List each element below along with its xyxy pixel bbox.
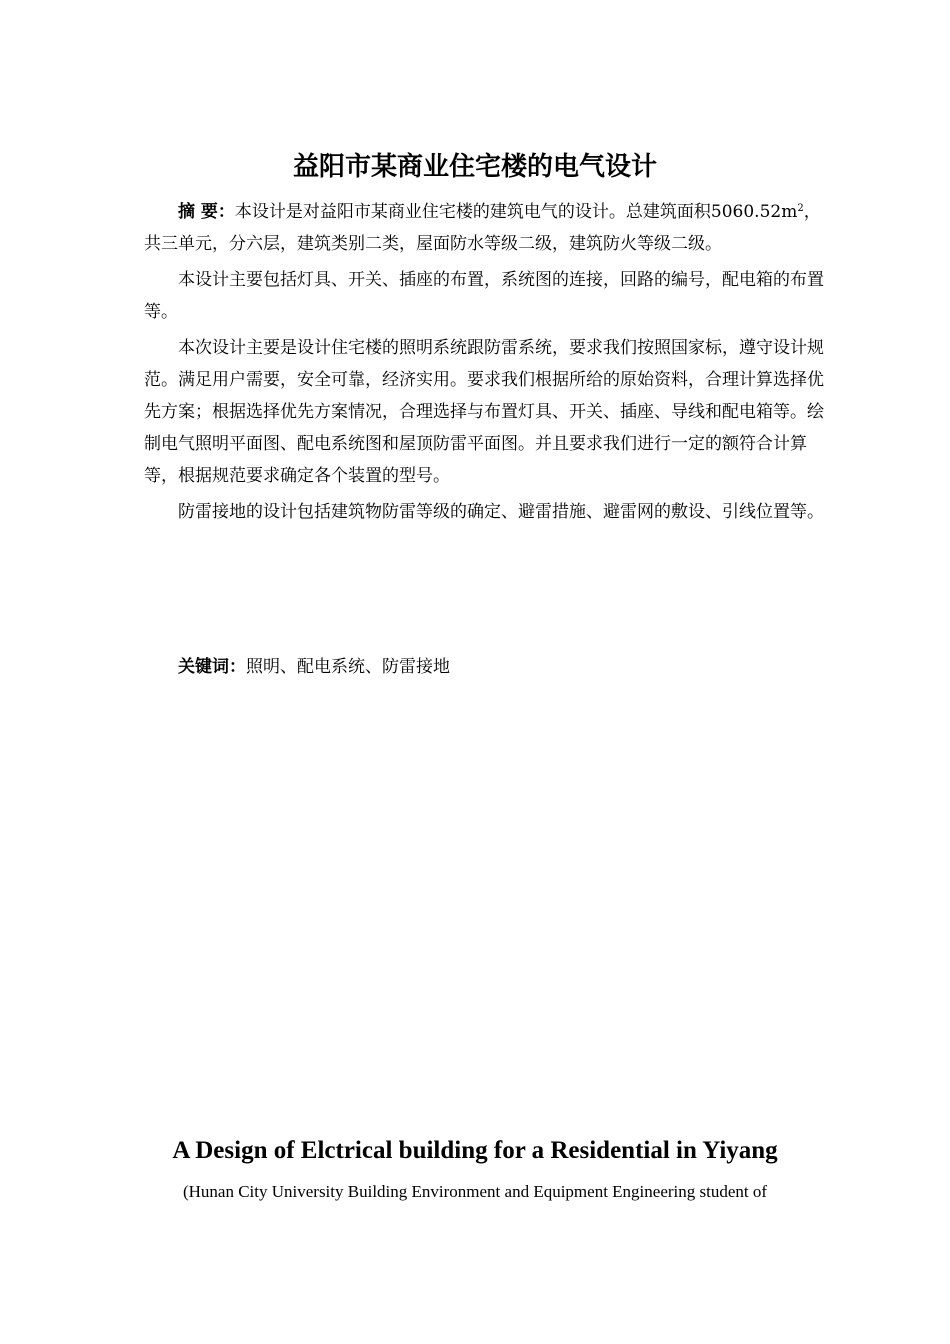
abstract-text-1b: ，共三单元，分六层，建筑类别二类，屋面防水等级二级，建筑防火等级二级。	[144, 202, 821, 254]
keywords-label: 关键词：	[178, 657, 246, 677]
document-title: 益阳市某商业住宅楼的电气设计	[292, 152, 657, 182]
keywords-line	[144, 651, 824, 683]
abstract-paragraph-3: 本次设计主要是设计住宅楼的照明系统跟防雷系统，要求我们按照国家标，遵守设计规范。满足用户需要，安全可靠，经济实用。要求我们根据所给的原始资料，合理计算选择优先方案；根据选择优先方案情况，合理选择与布置灯具、开关、插座、导线和配电箱等。绘制电气照明平面图、配电系统图和屋顶防雷平面图。并且要求我们进行一定的额符合计算等，根据规范要求确定各个装置的型号。	[144, 338, 824, 486]
abstract-paragraph-4: 防雷接地的设计包括建筑物防雷等级的确定、避雷措施、避雷网的敷设、引线位置等。	[178, 502, 824, 522]
abstract-text-1a: 本设计是对益阳市某商业住宅楼的建筑电气的设计。总建筑面积5060.52m	[234, 202, 798, 222]
abstract-section	[144, 196, 824, 532]
english-subtitle: (Hunan City University Building Environment and Equipment Engineering student of	[182, 1182, 768, 1201]
abstract-paragraph-1	[144, 196, 824, 260]
abstract-label: 摘 要：	[178, 202, 235, 222]
english-title: A Design of Elctrical building for a Residential in Yiyang	[172, 1137, 778, 1164]
abstract-paragraph-2: 本设计主要包括灯具、开关、插座的布置，系统图的连接，回路的编号，配电箱的布置等。	[144, 270, 824, 322]
keywords-text: 照明、配电系统、防雷接地	[246, 657, 450, 677]
area-superscript: 2	[797, 203, 804, 214]
